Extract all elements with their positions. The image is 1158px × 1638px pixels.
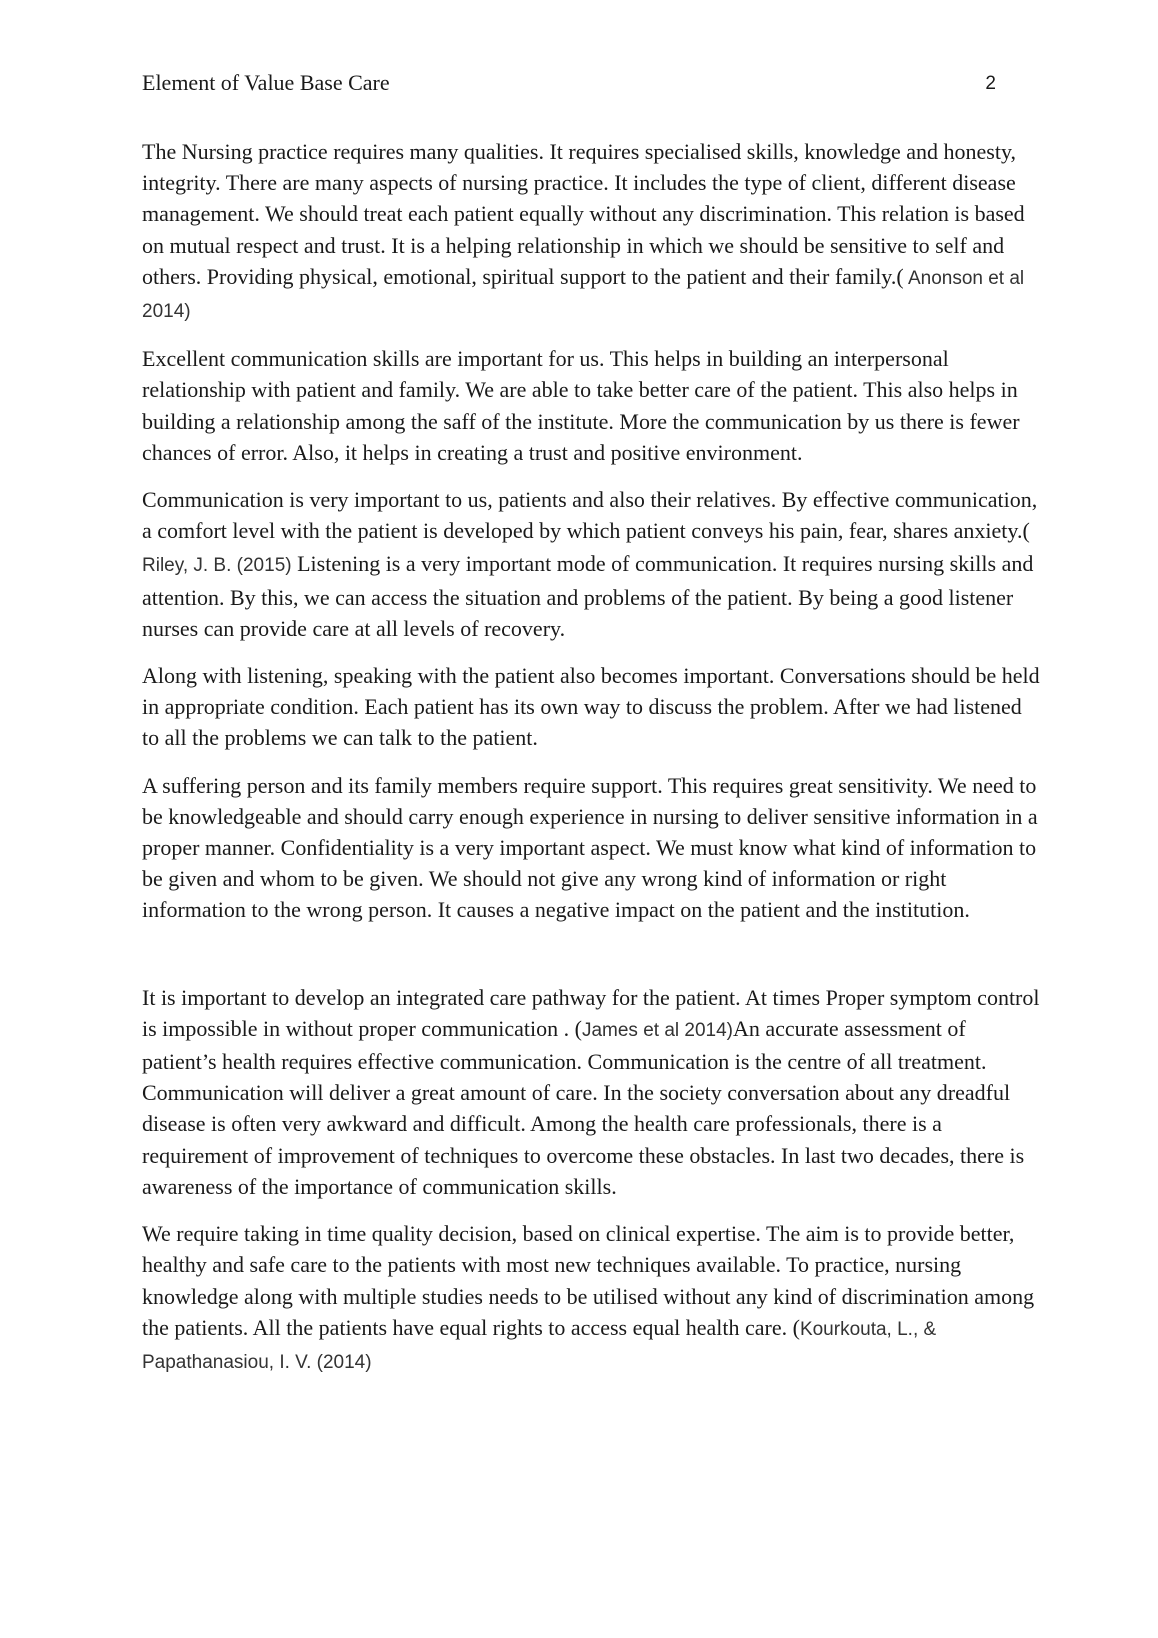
paragraph-text: A suffering person and its family members require support. This requires great sensitivity. We need to be knowledgeable and should carry enough experience in nursing to deliver sensitive information in a proper manner. Confidentiality is a very important aspect. We must know what kind of information to be given and whom to be given. We should not give any wrong kind of information or right information to the wrong person. It causes a negative impact on the patient and the institution. xyxy=(142,772,1038,923)
paragraph-text: Along with listening, speaking with the patient also becomes important. Conversations should be held in appropriate condition. Each patient has its own way to discuss the problem. After we had listened to all the problems we can talk to the patient. xyxy=(142,663,1040,751)
paragraph-quality-decision xyxy=(142,1218,1042,1378)
document-body xyxy=(142,136,1042,1394)
paragraph-text: Excellent communication skills are important for us. This helps in building an interpersonal relationship with patient and family. We are able to take better care of the patient. This also helps in building a relationship among the saff of the institute. More the communication by us there is fewer chances of error. Also, it helps in creating a trust and positive environment. xyxy=(142,346,1020,465)
page-number: 2 xyxy=(985,73,996,94)
paragraph-nursing-qualities xyxy=(142,136,1042,327)
citation-kourkouta: Kourkouta, L., & Papathanasiou, I. V. (2014) xyxy=(142,1318,937,1373)
paragraph-text: We require taking in time quality decision, based on clinical expertise. The aim is to provide better, healthy and safe care to the patients with most new techniques available. To practice, nursing knowledge along with multiple studies needs to be utilised without any kind of discrimination among the patients. All the patients have equal rights to access equal health care. ( xyxy=(142,1221,1035,1340)
paragraph-text: Communication is very important to us, patients and also their relatives. By effective communication, a comfort level with the patient is developed by which patient conveys his pain, fear, shares anxiety.( xyxy=(142,487,1038,544)
paragraph-communication-skills xyxy=(142,343,1042,468)
paragraph-support xyxy=(142,770,1042,926)
running-head-title: Element of Value Base Care xyxy=(142,70,390,95)
paragraph-text: The Nursing practice requires many qualities. It requires specialised skills, knowledge and honesty, integrity. There are many aspects of nursing practice. It includes the type of client, different disease management. We should treat each patient equally without any discrimination. This relation is based on mutual respect and trust. It is a helping relationship in which we should be sensitive to self and others. Providing physical, emotional, spiritual support to the patient and their family.( xyxy=(142,139,1025,289)
running-head xyxy=(142,68,1004,102)
paragraph-speaking xyxy=(142,660,1042,754)
citation-anonson: Anonson et al 2014) xyxy=(142,267,1025,323)
paragraph-text-continued: An accurate assessment of patient’s health requires effective communication. Communication is the centre of all treatment. Communication will deliver a great amount of care. In the society conversation about any dreadful disease is often very awkward and difficult. Among the health care professionals, there is a requirement of improvement of techniques to overcome these obstacles. In last two decades, there is awareness of the importance of communication skills. xyxy=(142,1015,1025,1199)
citation-james: James et al 2014) xyxy=(581,1019,733,1041)
paragraph-care-pathway xyxy=(142,982,1042,1202)
paragraph-communication-importance xyxy=(142,484,1042,644)
citation-riley: Riley, J. B. (2015) xyxy=(142,555,292,577)
paragraph-text-continued: Listening is a very important mode of communication. It requires nursing skills and attention. By this, we can access the situation and problems of the patient. By being a good listener nurses can provide care at all levels of recovery. xyxy=(142,551,1034,641)
paragraph-text: It is important to develop an integrated care pathway for the patient. At times Proper symptom control is impossible in without proper communication . ( xyxy=(142,984,1040,1041)
